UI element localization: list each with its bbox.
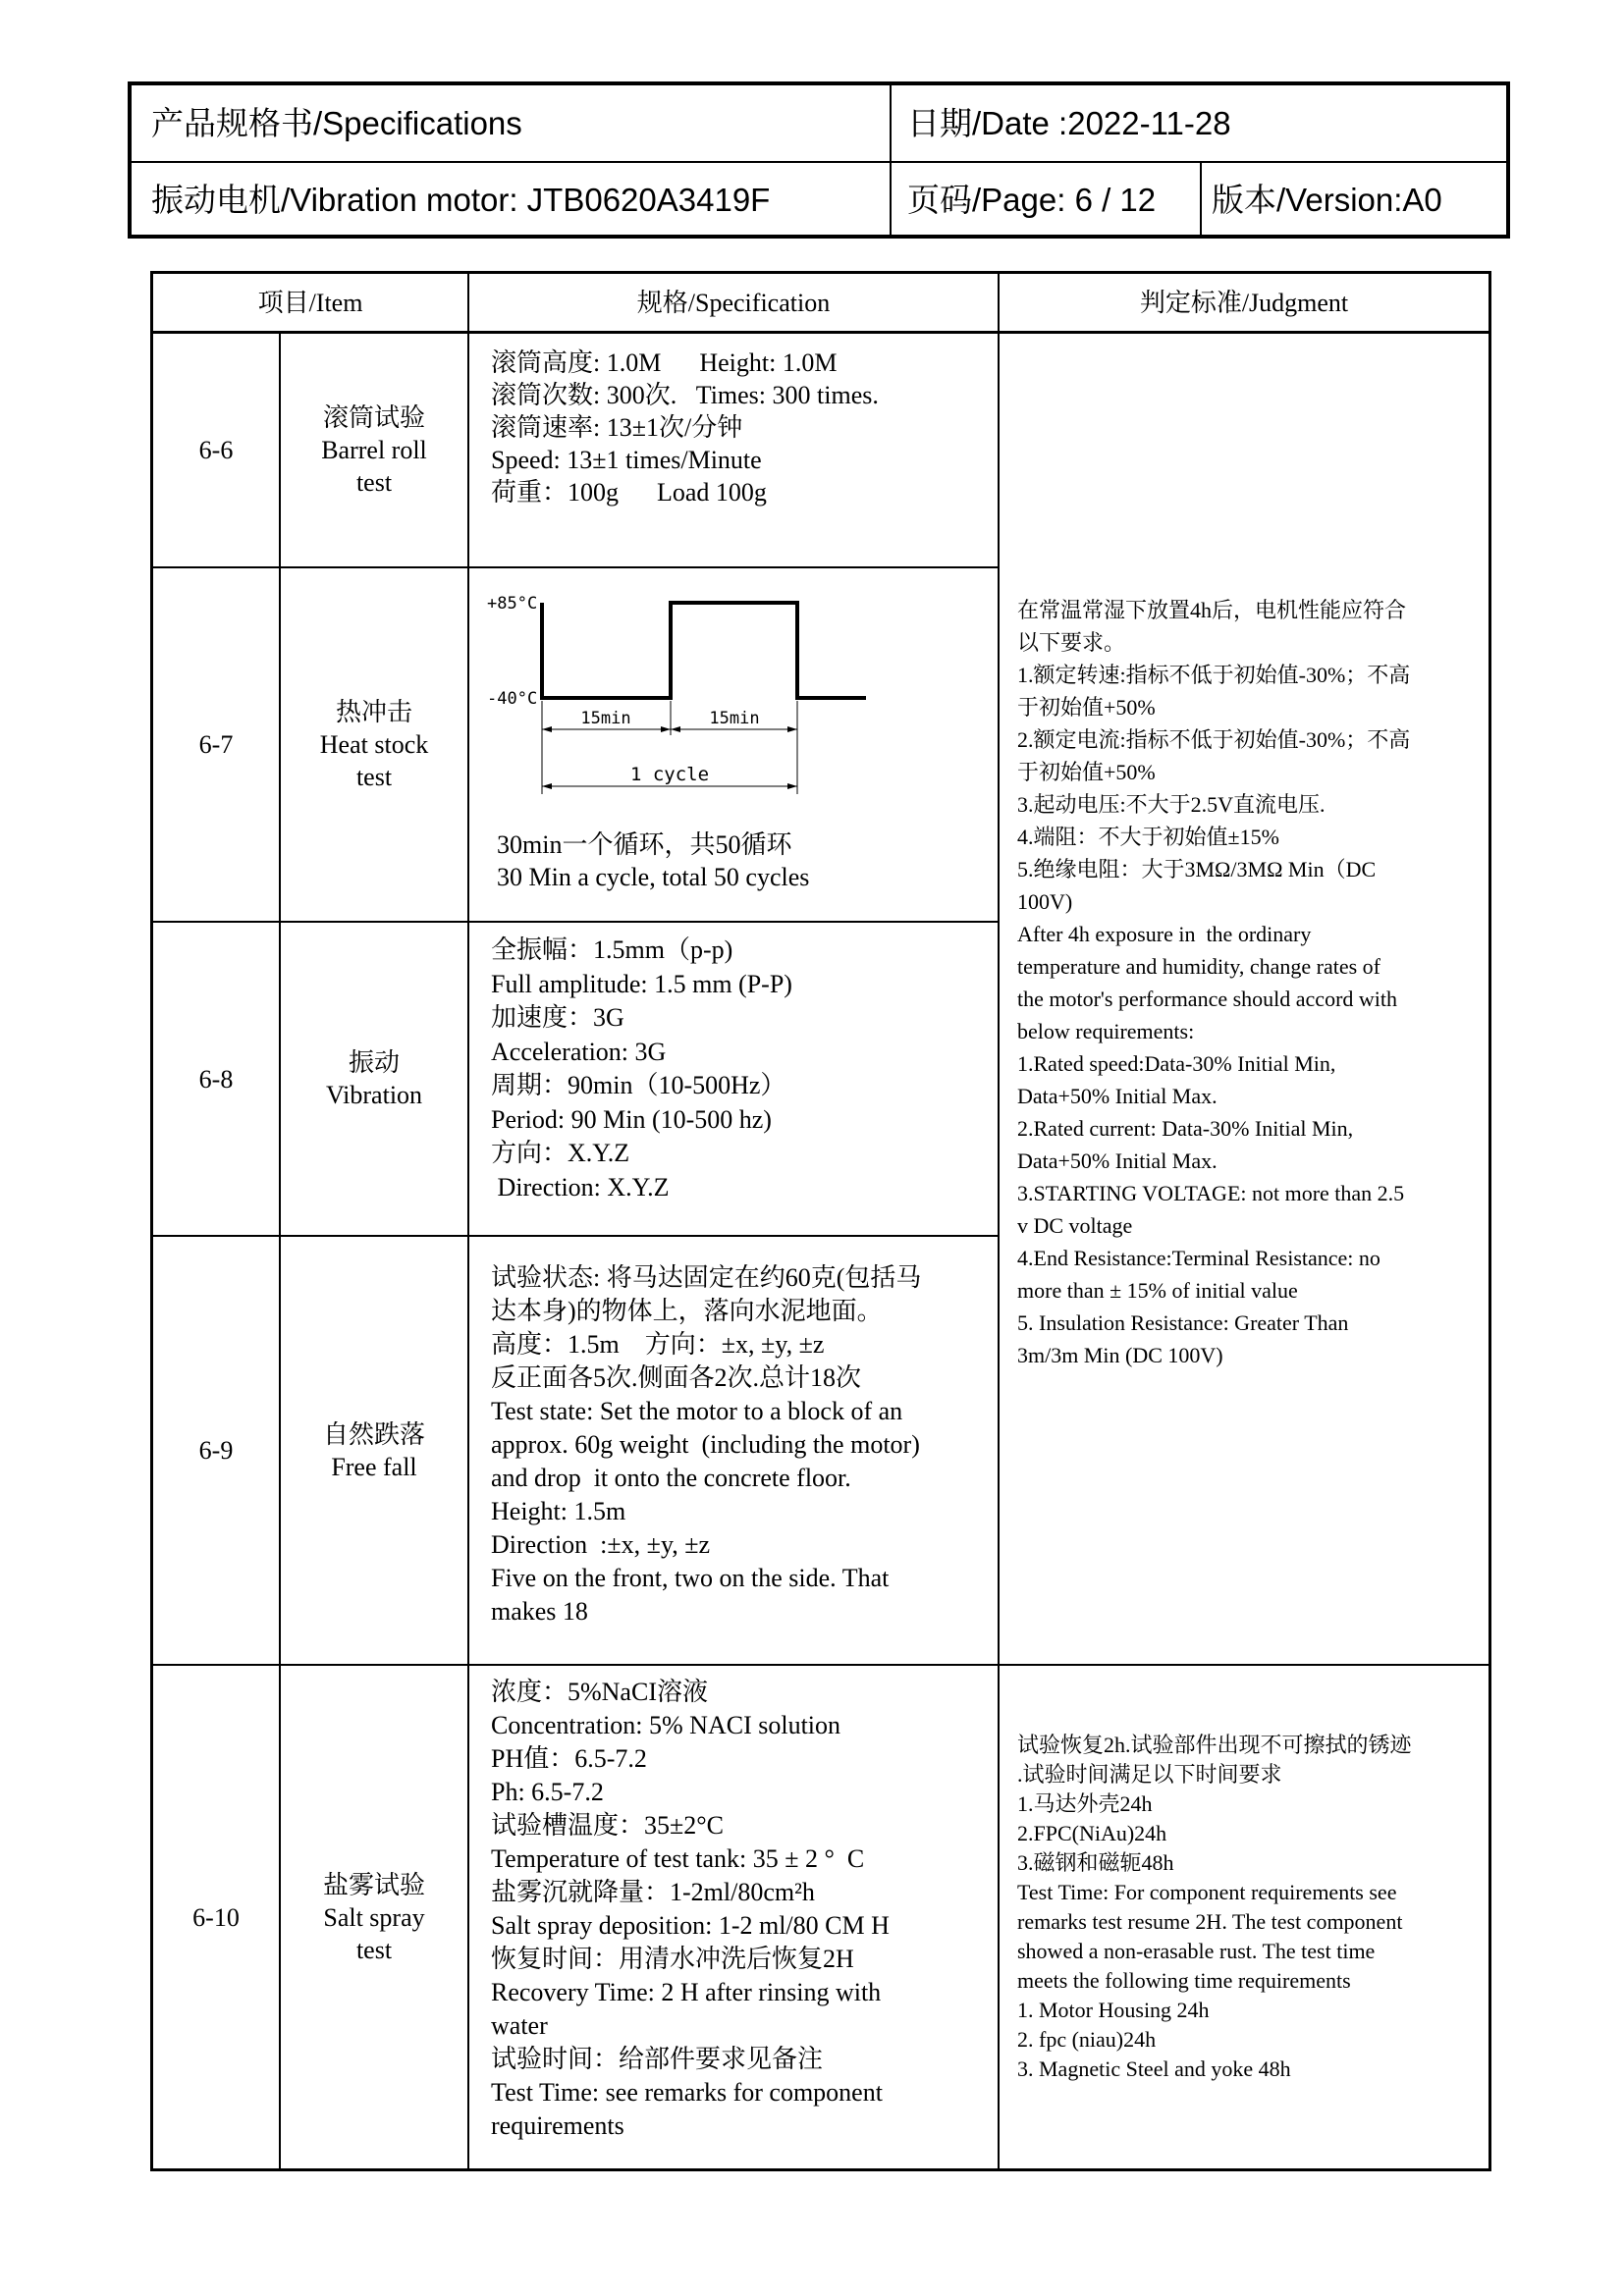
doc-title: 产品规格书/Specifications xyxy=(151,105,522,141)
col-divider xyxy=(998,274,1000,2168)
test-spec: 浓度：5%NaCI溶液 Concentration: 5% NACI solution PH值：6.5-7.2 Ph: 6.5-7.2 试验槽温度：35±2°C Temperature of test tank: 35 ± 2 ° C 盐雾沉就降量：1-2ml/80cm²h Salt spray deposition: 1-2 ml/80 CM H 恢复时间：用清水冲洗后恢复2H Recovery Time: 2 H after rinsing with water 试验时间：给部件要求见备注 Test Time: see remarks for component requirements xyxy=(491,1678,890,2140)
cycle-label: 1 cycle xyxy=(629,764,710,785)
row-number: 6-9 xyxy=(198,1436,234,1465)
test-spec: 滚筒高度: 1.0M Height: 1.0M 滚筒次数: 300次. Times: 300 times. 滚筒速率: 13±1次/分钟 Speed: 13±1 times/Minute 荷重：100g Load 100g xyxy=(491,348,879,507)
test-spec: 30min一个循环，共50循环 30 Min a cycle, total 50 cycles xyxy=(497,830,810,891)
arrow-head xyxy=(787,783,797,789)
test-name: 振动 Vibration xyxy=(325,1048,423,1109)
test-spec-table xyxy=(150,271,1491,2171)
row-number: 6-7 xyxy=(198,730,234,759)
arrow-head xyxy=(542,783,552,789)
segment-label: 15min xyxy=(709,709,760,728)
header-divider xyxy=(1200,161,1202,235)
spec-header xyxy=(128,81,1510,239)
header-divider xyxy=(890,85,892,235)
doc-date: 日期/Date :2022-11-28 xyxy=(907,105,1231,141)
arrow-head xyxy=(661,726,671,732)
row-number: 6-8 xyxy=(198,1064,234,1094)
arrow-head xyxy=(671,726,680,732)
judgment-general: 在常温常湿下放置4h后，电机性能应符合 以下要求。 1.额定转速:指标不低于初始值-30%；不高 于初始值+50% 2.额定电流:指标不低于初始值-30%；不高 于初始值+50% 3.起动电压:不大于2.5V直流电压. 4.端阻：不大于初始值±15% 5.绝缘电阻：大于3MΩ/3MΩ Min（DC 100V) After 4h exposure in the ordinary temperature and humidity, change rates of the motor's performance should accord with below requirements: 1.Rated speed:Data-30% Initial Min, Data+50% Initial Max. 2.Rated current: Data-30% Initial Min, Data+50% Initial Max. 3.STARTING VOLTAGE: not more than 2.5 v DC voltage 4.End Resistance:Terminal Resistance: no more than ± 15% of initial value 5. Insulation Resistance: Greater Than 3m/3m Min (DC 100V) xyxy=(1017,598,1411,1367)
header-specification: 规格/Specification xyxy=(636,288,831,317)
test-name: 热冲击 Heat stock test xyxy=(319,698,429,791)
heat-shock-cycle-diagram xyxy=(487,578,998,794)
judgment-salt-spray: 试验恢复2h.试验部件出现不可擦拭的锈迹 .试验时间满足以下时间要求 1.马达外壳24h 2.FPC(NiAu)24h 3.磁钢和磁轭48h Test Time: For component requirements see remarks test resume 2H. The test component showed a non-erasable rust. The test time meets the following time requirements 1. Motor Housing 24h 2. fpc (niau)24h 3. Magnetic Steel and yoke 48h xyxy=(1017,1733,1412,2081)
page-number: 页码/Page: 6 / 12 xyxy=(907,182,1157,218)
product-name: 振动电机/Vibration motor: JTB0620A3419F xyxy=(151,182,771,218)
high-temp-label: +85°C xyxy=(487,594,538,614)
low-temp-label: -40°C xyxy=(487,689,538,709)
test-spec: 全振幅：1.5mm（p-p) Full amplitude: 1.5 mm (P-P) 加速度：3G Acceleration: 3G 周期：90min（10-500Hz） Period: 90 Min (10-500 hz) 方向：X.Y.Z Direction: X.Y.Z xyxy=(491,935,792,1201)
test-name: 盐雾试验 Salt spray test xyxy=(322,1870,425,1964)
col-divider xyxy=(467,274,469,2168)
row-number: 6-6 xyxy=(198,436,234,464)
segment-label: 15min xyxy=(580,709,631,728)
header-item: 项目/Item xyxy=(257,288,363,317)
test-name: 滚筒试验 Barrel roll test xyxy=(321,403,427,497)
arrow-head xyxy=(787,726,797,732)
test-spec: 试验状态: 将马达固定在约60克(包括马 达本身)的物体上，落向水泥地面。 高度：1.5m 方向：±x, ±y, ±z 反正面各5次.侧面各2次.总计18次 Test state: Set the motor to a block of an approx. 60g weight (including the motor) and drop it onto the concrete floor. Height: 1.5m Direction :±x, ±y, ±z Five on the front, two on the side. That makes 18 xyxy=(491,1263,922,1626)
header-judgment: 判定标准/Judgment xyxy=(1139,288,1349,317)
temperature-waveform xyxy=(542,603,866,698)
arrow-head xyxy=(542,726,552,732)
test-name: 自然跌落 Free fall xyxy=(322,1419,425,1481)
doc-version: 版本/Version:A0 xyxy=(1212,182,1442,218)
row-number: 6-10 xyxy=(192,1902,240,1932)
